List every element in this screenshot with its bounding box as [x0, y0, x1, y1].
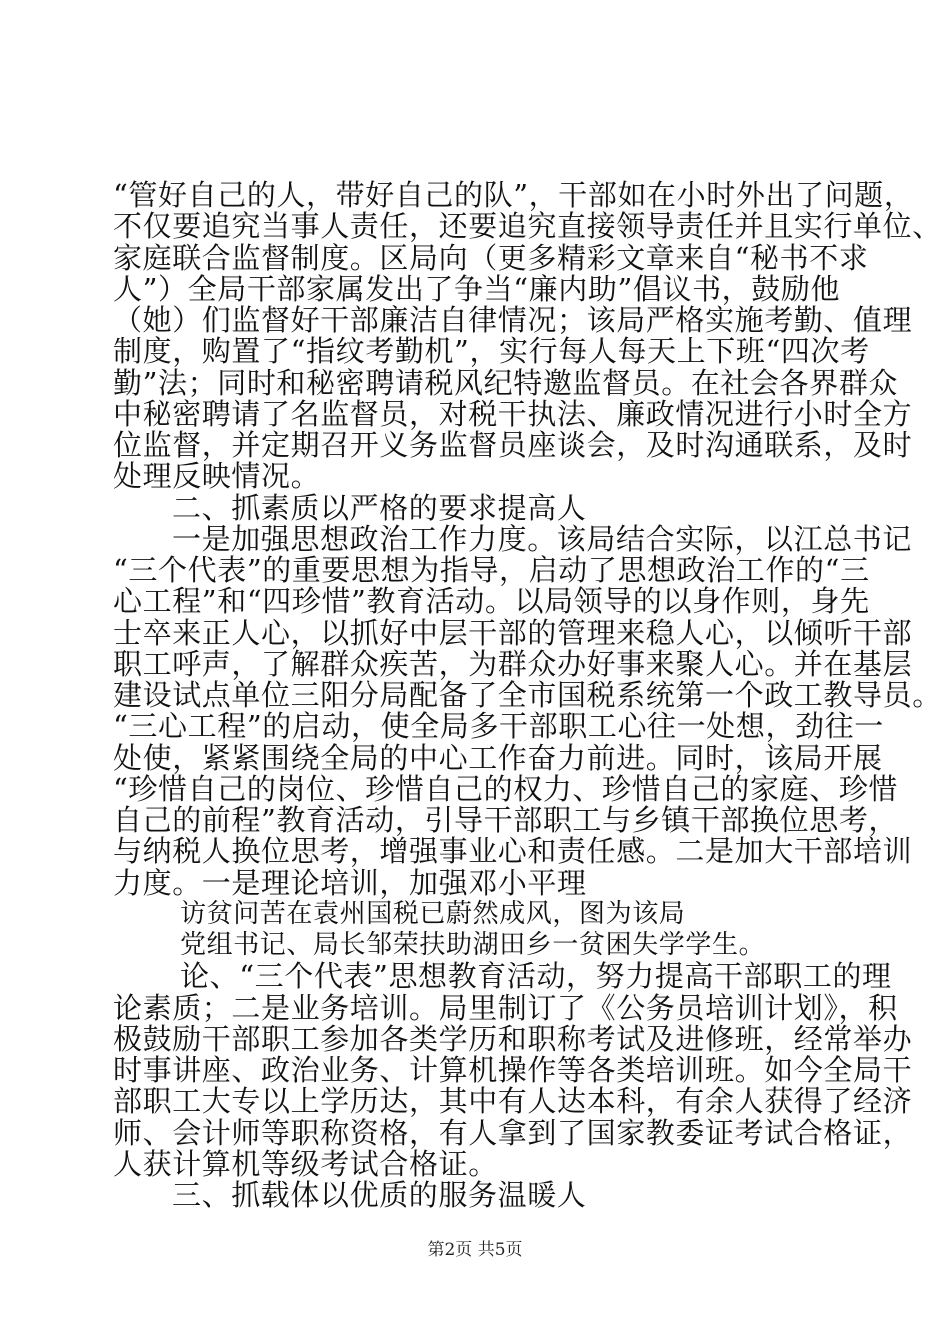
paragraph-line: 制度，购置了“指纹考勤机”，实行每人每天上下班“四次考 — [113, 334, 870, 368]
paragraph-line: 人”）全局干部家属发出了争当“廉内助”倡议书，鼓励他 — [113, 272, 841, 306]
paragraph-line: “管好自己的人，带好自己的队”，干部如在小时外出了问题， — [113, 178, 914, 212]
paragraph-line: “珍惜自己的岗位、珍惜自己的权力、珍惜自己的家庭、珍惜 — [113, 772, 899, 806]
paragraph-line: 师、会计师等职称资格，有人拿到了国家教委证考试合格证， — [113, 1116, 913, 1150]
paragraph-line: 一是加强思想政治工作力度。该局结合实际，以江总书记 — [172, 522, 913, 556]
paragraph-line: 极鼓励干部职工参加各类学历和职称考试及进修班，经常举办 — [113, 1022, 913, 1056]
paragraph-line: “三个代表”的重要思想为指导，启动了思想政治工作的“三 — [113, 553, 870, 587]
paragraph-line: “三心工程”的启动，使全局多干部职工心往一处想，劲往一 — [113, 709, 884, 743]
image-caption-line: 党组书记、局长邹荣扶助湖田乡一贫困失学学生。 — [180, 930, 766, 960]
paragraph-line: 职工呼声，了解群众疾苦，为群众办好事来聚人心。并在基层 — [113, 647, 913, 681]
paragraph-line: 处理反映情况。 — [113, 459, 321, 493]
page-number-footer: 第2页 共5页 — [427, 1240, 523, 1260]
paragraph-line: 心工程”和“四珍惜”教育活动。以局领导的以身作则，身先 — [113, 584, 870, 618]
paragraph-line: 勤”法；同时和秘密聘请税风纪特邀监督员。在社会各界群众 — [113, 366, 899, 400]
section-heading: 三、抓载体以优质的服务温暖人 — [172, 1178, 587, 1212]
paragraph-line: 建设试点单位三阳分局配备了全市国税系统第一个政工教导员。 — [113, 678, 942, 712]
image-caption-line: 访贫问苦在袁州国税已蔚然成风，图为该局 — [180, 899, 686, 929]
paragraph-line: 中秘密聘请了名监督员，对税干执法、廉政情况进行小时全方 — [113, 397, 913, 431]
section-heading: 二、抓素质以严格的要求提高人 — [172, 491, 587, 525]
paragraph-line: 人获计算机等级考试合格证。 — [113, 1147, 498, 1181]
paragraph-line: 不仅要追究当事人责任，还要追究直接领导责任并且实行单位、 — [113, 209, 942, 243]
paragraph-line: 士卒来正人心，以抓好中层干部的管理来稳人心，以倾听干部 — [113, 616, 913, 650]
paragraph-line: （她）们监督好干部廉洁自律情况；该局严格实施考勤、值理 — [113, 303, 913, 337]
paragraph-line: 时事讲座、政治业务、计算机操作等各类培训班。如今全局干 — [113, 1053, 913, 1087]
paragraph-line: 论素质；二是业务培训。局里制订了《公务员培训计划》，积 — [113, 991, 898, 1025]
paragraph-line: 力度。一是理论培训，加强邓小平理 — [113, 866, 587, 900]
paragraph-line: 与纳税人换位思考，增强事业心和责任感。二是加大干部培训 — [113, 834, 913, 868]
paragraph-line: 家庭联合监督制度。区局向（更多精彩文章来自“秘书不求 — [113, 241, 869, 275]
paragraph-line: 论、“三个代表”思想教育活动，努力提高干部职工的理 — [180, 959, 892, 993]
paragraph-line: 位监督，并定期召开义务监督员座谈会，及时沟通联系，及时 — [113, 428, 913, 462]
paragraph-line: 处使，紧紧围绕全局的中心工作奋力前进。同时，该局开展 — [113, 741, 883, 775]
paragraph-line: 自己的前程”教育活动，引导干部职工与乡镇干部换位思考， — [113, 803, 899, 837]
paragraph-line: 部职工大专以上学历达，其中有人达本科，有余人获得了经济 — [113, 1084, 913, 1118]
